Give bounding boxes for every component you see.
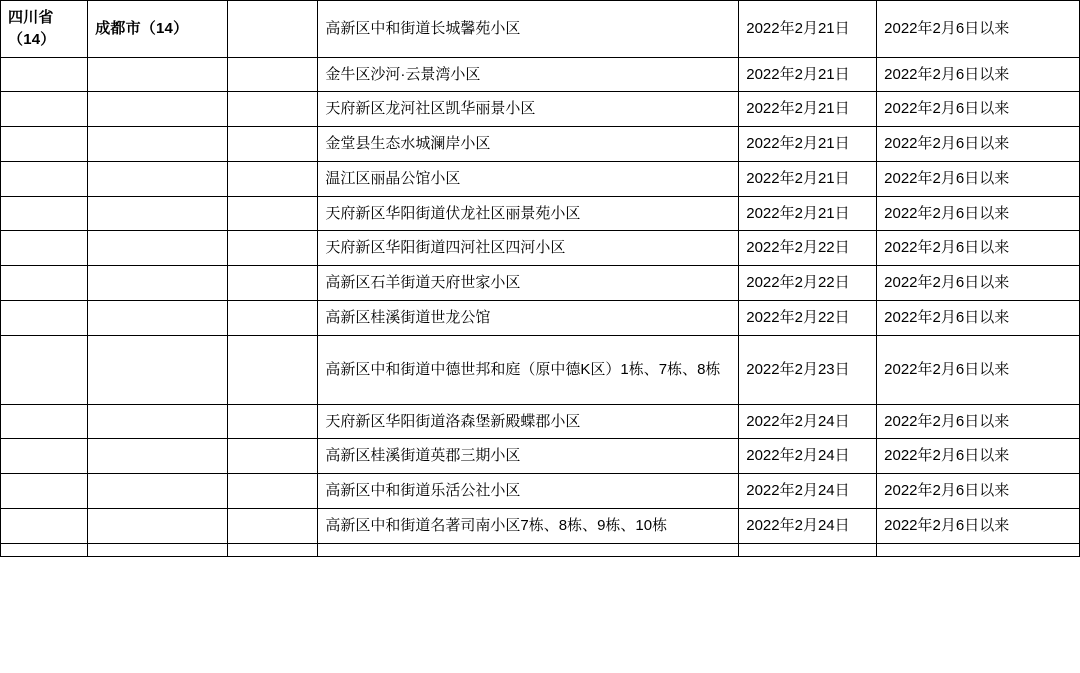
table-row bbox=[1, 196, 1080, 231]
cell-name: 金牛区沙河·云景湾小区 bbox=[318, 57, 739, 92]
cell-area bbox=[228, 57, 318, 92]
cell-city bbox=[88, 92, 228, 127]
cell-name: 高新区桂溪街道世龙公馆 bbox=[318, 300, 739, 335]
cell-date: 2022年2月21日 bbox=[739, 92, 877, 127]
cell-area bbox=[228, 300, 318, 335]
cell-since: 2022年2月6日以来 bbox=[877, 474, 1080, 509]
cell-since: 2022年2月6日以来 bbox=[877, 127, 1080, 162]
table-row-partial bbox=[1, 543, 1080, 556]
cell-since: 2022年2月6日以来 bbox=[877, 231, 1080, 266]
cell-name: 高新区中和街道长城馨苑小区 bbox=[318, 1, 739, 58]
cell-city bbox=[88, 127, 228, 162]
table-row bbox=[1, 266, 1080, 301]
cell-name: 天府新区龙河社区凯华丽景小区 bbox=[318, 92, 739, 127]
cell-province bbox=[1, 404, 88, 439]
cell-province bbox=[1, 161, 88, 196]
cell-city bbox=[88, 231, 228, 266]
cell-date: 2022年2月24日 bbox=[739, 474, 877, 509]
cell-name: 天府新区华阳街道伏龙社区丽景苑小区 bbox=[318, 196, 739, 231]
cell-province bbox=[1, 543, 88, 556]
cell-city bbox=[88, 57, 228, 92]
cell-province bbox=[1, 300, 88, 335]
cell-city bbox=[88, 404, 228, 439]
cell-city bbox=[88, 196, 228, 231]
cell-area bbox=[228, 92, 318, 127]
cell-province bbox=[1, 127, 88, 162]
cell-date: 2022年2月22日 bbox=[739, 231, 877, 266]
cell-since: 2022年2月6日以来 bbox=[877, 439, 1080, 474]
cell-date bbox=[739, 543, 877, 556]
cell-area bbox=[228, 161, 318, 196]
cell-province bbox=[1, 92, 88, 127]
cell-since: 2022年2月6日以来 bbox=[877, 404, 1080, 439]
cell-province bbox=[1, 439, 88, 474]
cell-since: 2022年2月6日以来 bbox=[877, 300, 1080, 335]
cell-date: 2022年2月21日 bbox=[739, 57, 877, 92]
cell-name: 高新区中和街道乐活公社小区 bbox=[318, 474, 739, 509]
table-row bbox=[1, 335, 1080, 404]
cell-province bbox=[1, 508, 88, 543]
table-row bbox=[1, 474, 1080, 509]
cell-area bbox=[228, 508, 318, 543]
table-row bbox=[1, 439, 1080, 474]
cell-province bbox=[1, 57, 88, 92]
cell-city bbox=[88, 300, 228, 335]
table-row bbox=[1, 508, 1080, 543]
cell-area bbox=[228, 543, 318, 556]
cell-since: 2022年2月6日以来 bbox=[877, 266, 1080, 301]
cell-since bbox=[877, 543, 1080, 556]
cell-date: 2022年2月24日 bbox=[739, 439, 877, 474]
cell-province bbox=[1, 335, 88, 404]
cell-since: 2022年2月6日以来 bbox=[877, 196, 1080, 231]
table-row bbox=[1, 57, 1080, 92]
cell-city: 成都市（14） bbox=[88, 1, 228, 58]
cell-name: 高新区中和街道中德世邦和庭（原中德K区）1栋、7栋、8栋 bbox=[318, 335, 739, 404]
cell-area bbox=[228, 439, 318, 474]
cell-date: 2022年2月21日 bbox=[739, 127, 877, 162]
cell-name: 金堂县生态水城澜岸小区 bbox=[318, 127, 739, 162]
cell-area bbox=[228, 335, 318, 404]
cell-since: 2022年2月6日以来 bbox=[877, 335, 1080, 404]
cell-area bbox=[228, 404, 318, 439]
cell-area bbox=[228, 1, 318, 58]
cell-name: 高新区石羊街道天府世家小区 bbox=[318, 266, 739, 301]
cell-name: 高新区桂溪街道英郡三期小区 bbox=[318, 439, 739, 474]
cell-date: 2022年2月22日 bbox=[739, 300, 877, 335]
cell-province bbox=[1, 474, 88, 509]
cell-area bbox=[228, 474, 318, 509]
cell-since: 2022年2月6日以来 bbox=[877, 92, 1080, 127]
cell-date: 2022年2月21日 bbox=[739, 161, 877, 196]
cell-area bbox=[228, 231, 318, 266]
cell-city bbox=[88, 508, 228, 543]
table-row bbox=[1, 300, 1080, 335]
cell-since: 2022年2月6日以来 bbox=[877, 1, 1080, 58]
table-body bbox=[1, 1, 1080, 557]
cell-name: 高新区中和街道名著司南小区7栋、8栋、9栋、10栋 bbox=[318, 508, 739, 543]
cell-province bbox=[1, 266, 88, 301]
cell-area bbox=[228, 127, 318, 162]
cell-date: 2022年2月24日 bbox=[739, 404, 877, 439]
cell-city bbox=[88, 266, 228, 301]
cell-date: 2022年2月24日 bbox=[739, 508, 877, 543]
cell-date: 2022年2月21日 bbox=[739, 1, 877, 58]
cell-name bbox=[318, 543, 739, 556]
table-row bbox=[1, 161, 1080, 196]
table-row bbox=[1, 1, 1080, 58]
cell-since: 2022年2月6日以来 bbox=[877, 57, 1080, 92]
cell-since: 2022年2月6日以来 bbox=[877, 161, 1080, 196]
table-row bbox=[1, 231, 1080, 266]
cell-name: 天府新区华阳街道四河社区四河小区 bbox=[318, 231, 739, 266]
cell-name: 温江区丽晶公馆小区 bbox=[318, 161, 739, 196]
cell-area bbox=[228, 266, 318, 301]
table-row bbox=[1, 127, 1080, 162]
cell-date: 2022年2月23日 bbox=[739, 335, 877, 404]
cell-area bbox=[228, 196, 318, 231]
table-row bbox=[1, 92, 1080, 127]
cell-province bbox=[1, 196, 88, 231]
table-row bbox=[1, 404, 1080, 439]
cell-city bbox=[88, 439, 228, 474]
cell-city bbox=[88, 474, 228, 509]
cell-province bbox=[1, 231, 88, 266]
cell-city bbox=[88, 335, 228, 404]
cell-city bbox=[88, 161, 228, 196]
cell-since: 2022年2月6日以来 bbox=[877, 508, 1080, 543]
cell-city bbox=[88, 543, 228, 556]
cell-date: 2022年2月22日 bbox=[739, 266, 877, 301]
cell-name: 天府新区华阳街道洛森堡新殿蝶郡小区 bbox=[318, 404, 739, 439]
cell-date: 2022年2月21日 bbox=[739, 196, 877, 231]
cell-province: 四川省（14） bbox=[1, 1, 88, 58]
